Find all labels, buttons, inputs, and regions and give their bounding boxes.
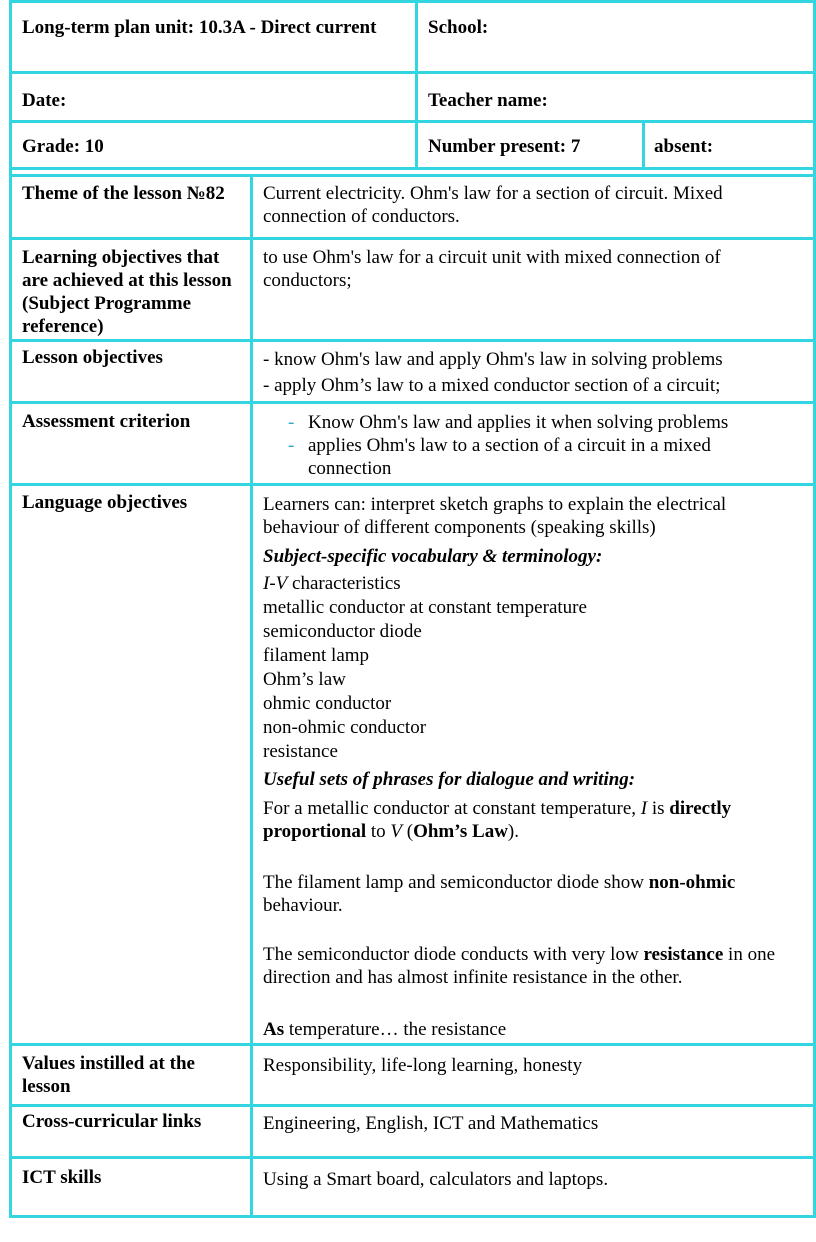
vocabulary-item: metallic conductor at constant temperature [263, 597, 587, 618]
vocabulary-item: ohmic conductor [263, 693, 392, 714]
phrase-paragraph: The filament lamp and semiconductor diode show non-ohmic behaviour. [263, 872, 736, 916]
absent-label: absent: [654, 136, 714, 157]
values-label: Values instilled at the lesson [22, 1053, 195, 1097]
phrase-paragraph: The semiconductor diode conducts with very low resistance in one direction and has almost infinite resistance in the other. [263, 944, 776, 988]
row-divider [9, 339, 816, 342]
cross-curricular-label: Cross-curricular links [22, 1111, 202, 1132]
language-intro: Learners can: interpret sketch graphs to explain the electrical behaviour of different components (speaking skills) [263, 494, 727, 538]
vocabulary-item: non-ohmic conductor [263, 717, 427, 738]
learning-objectives-label: Learning objectives that are achieved at this lesson (Subject Programme reference) [22, 247, 232, 337]
row-divider [9, 174, 816, 177]
assessment-item [270, 411, 808, 434]
grade-label: Grade: 10 [22, 136, 104, 157]
school-label: School: [428, 17, 489, 38]
row-divider [9, 483, 816, 486]
assessment-item-text: applies Ohm's law to a section of a circuit in a mixed connection [308, 435, 711, 479]
theme-value: Current electricity. Ohm's law for a section of circuit. Mixed connection of conductors. [263, 183, 723, 227]
row-divider [9, 120, 816, 123]
vocabulary-item: semiconductor diode [263, 621, 422, 642]
lesson-objectives-label: Lesson objectives [22, 347, 163, 368]
column-divider [415, 0, 418, 170]
row-divider [9, 167, 816, 170]
phrases-heading: Useful sets of phrases for dialogue and writing: [263, 769, 636, 790]
assessment-label: Assessment criterion [22, 411, 191, 432]
date-label: Date: [22, 90, 67, 111]
vocabulary-item: resistance [263, 741, 338, 762]
learning-objectives-value: to use Ohm's law for a circuit unit with mixed connection of conductors; [263, 247, 721, 291]
column-divider [642, 120, 645, 170]
lesson-objective-1: - know Ohm's law and apply Ohm's law in solving problems [263, 349, 723, 370]
vocabulary-item: I-V characteristics [263, 573, 401, 594]
row-divider [9, 401, 816, 404]
dash-bullet: - [288, 435, 295, 456]
row-divider [9, 1043, 816, 1046]
values-value: Responsibility, life-long learning, honesty [263, 1055, 583, 1076]
column-divider [250, 174, 253, 1218]
ict-skills-label: ICT skills [22, 1167, 102, 1188]
cross-curricular-value: Engineering, English, ICT and Mathematics [263, 1113, 599, 1134]
row-divider [9, 1104, 816, 1107]
teacher-name-label: Teacher name: [428, 90, 548, 111]
language-objectives-label: Language objectives [22, 492, 188, 513]
vocabulary-heading: Subject-specific vocabulary & terminology: [263, 546, 603, 567]
assessment-item [270, 434, 808, 480]
lesson-objective-2: - apply Ohm’s law to a mixed conductor section of a circuit; [263, 375, 721, 396]
row-divider [9, 71, 816, 74]
number-present-label: Number present: 7 [428, 136, 581, 157]
unit-label: Long-term plan unit: 10.3A - Direct current [22, 17, 377, 38]
vocabulary-item: Ohm’s law [263, 669, 346, 690]
row-divider [9, 1156, 816, 1159]
row-divider [9, 237, 816, 240]
theme-label: Theme of the lesson №82 [22, 183, 225, 204]
ict-skills-value: Using a Smart board, calculators and laptops. [263, 1169, 609, 1190]
dash-bullet: - [288, 412, 295, 433]
assessment-item-text: Know Ohm's law and applies it when solving problems [308, 412, 729, 433]
vocabulary-item: filament lamp [263, 645, 370, 666]
phrase-paragraph: As temperature… the resistance [263, 1019, 507, 1040]
phrase-paragraph: For a metallic conductor at constant temperature, I is directly proportional to V (Ohm’s Law). [263, 798, 732, 842]
